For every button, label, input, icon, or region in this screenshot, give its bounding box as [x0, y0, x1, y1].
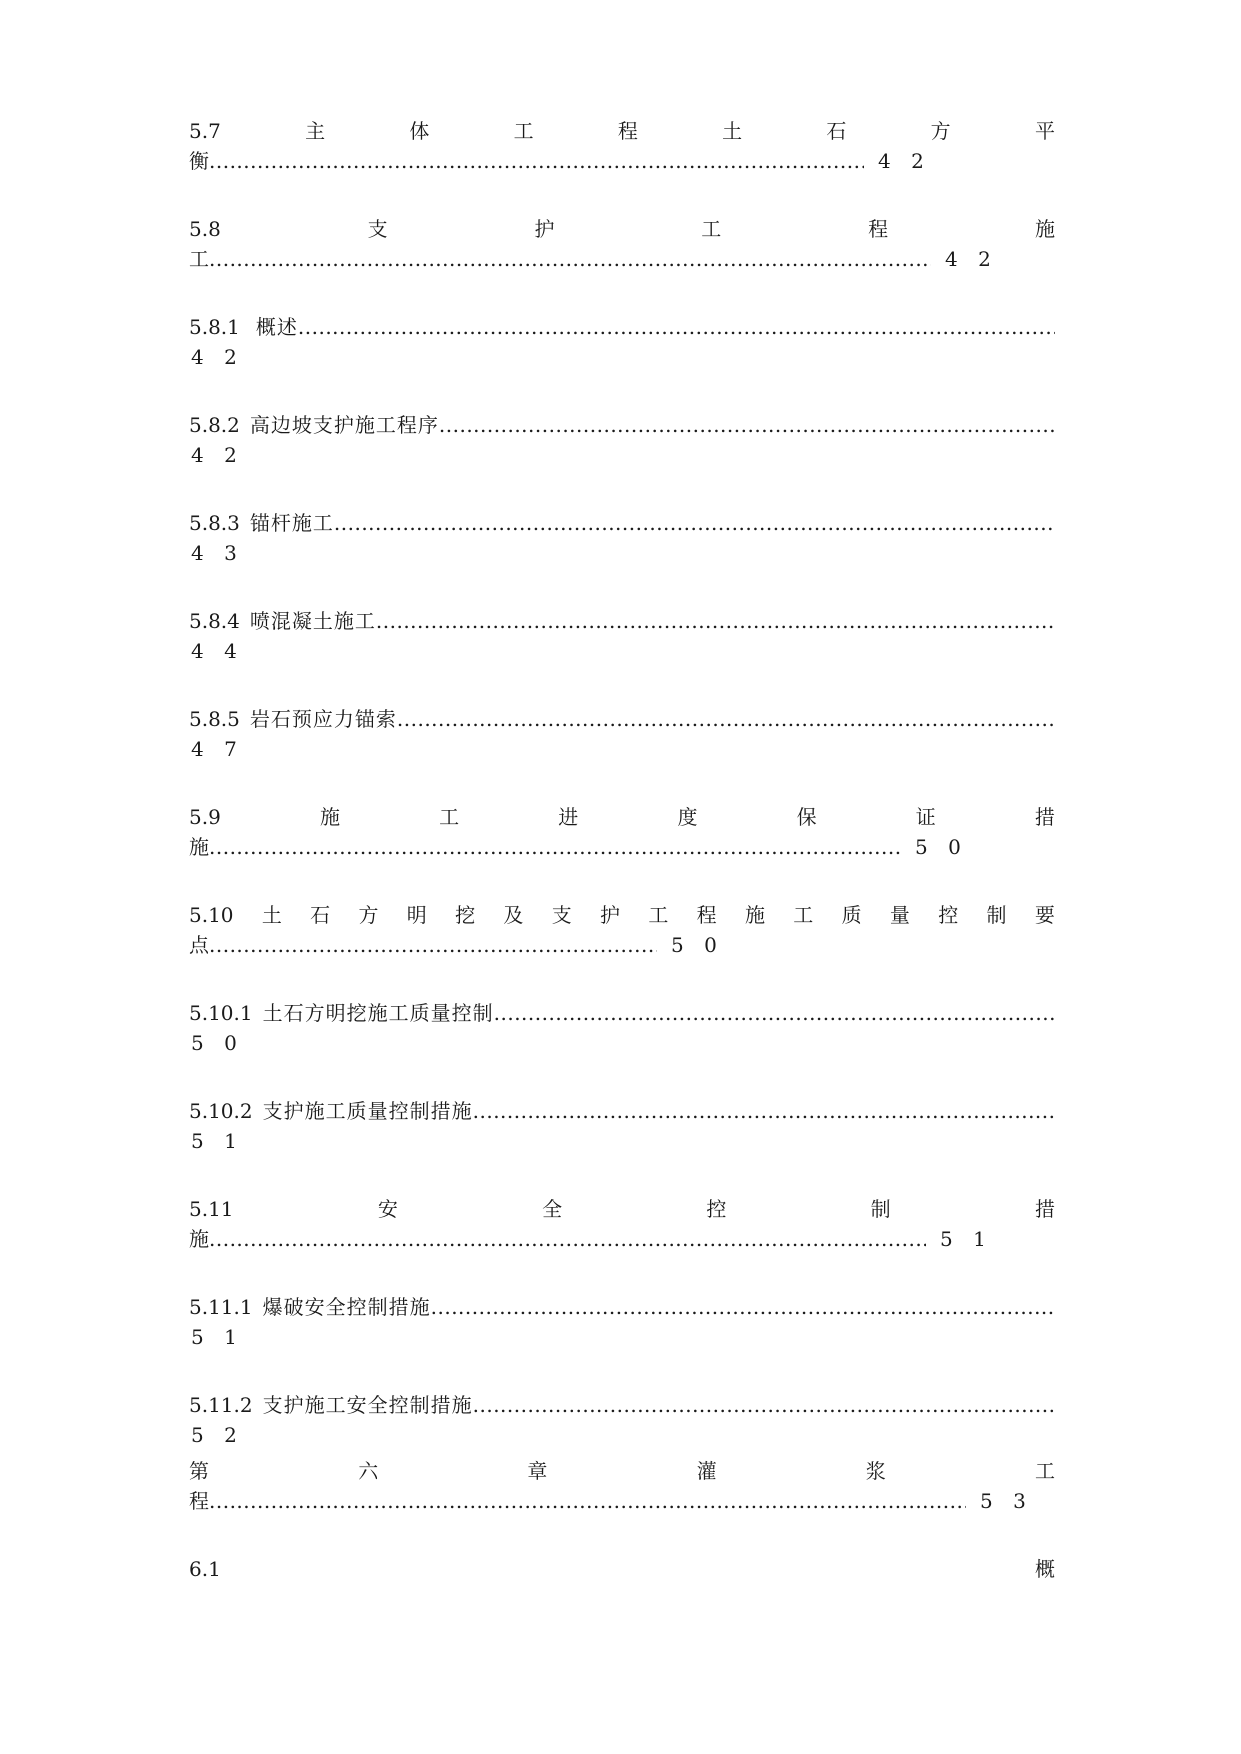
toc-entry-heading-line: [189, 508, 1055, 538]
toc-entry-heading-line: [189, 900, 1055, 930]
section-number: 5.8.4: [189, 609, 240, 633]
title-char: 方: [358, 903, 379, 927]
section-number: 5.10.2: [189, 1099, 253, 1123]
page-number: 4 3: [191, 541, 244, 565]
page-number: 5 3: [980, 1489, 1033, 1513]
title-char: 浆: [865, 1459, 886, 1483]
section-number: 5.10.1: [189, 1001, 253, 1025]
section-title: 土石方明挖施工质量控制: [262, 1001, 494, 1025]
dot-leader: [209, 1224, 926, 1254]
title-last-char: 程: [189, 1489, 209, 1513]
title-char: 量: [889, 903, 910, 927]
title-char: 支: [551, 903, 572, 927]
toc-entry-heading-line: [189, 704, 1055, 734]
title-char: 控: [938, 903, 959, 927]
toc-entry-leader-line: [189, 1224, 1055, 1254]
toc-entry-heading-line: [189, 312, 1055, 342]
toc-entry-heading-line: [189, 410, 1055, 440]
page-number: 5 1: [940, 1227, 993, 1251]
toc-entry-5-9[interactable]: [189, 802, 1055, 862]
section-number: 5.11.1: [189, 1295, 253, 1319]
title-char: 进: [558, 805, 579, 829]
section-number: 5.8.2: [189, 413, 240, 437]
toc-entry-heading-line: [189, 1096, 1055, 1126]
title-char: 保: [796, 805, 817, 829]
title-char: 章: [527, 1459, 548, 1483]
toc-entry-page-line: [189, 538, 1055, 568]
dot-leader: [209, 146, 864, 176]
title-char: 六: [358, 1459, 379, 1483]
title-char: 制: [986, 903, 1007, 927]
section-title: 爆破安全控制措施: [262, 1295, 431, 1319]
title-char: 平: [1034, 119, 1055, 143]
toc-entry-5-11-1[interactable]: [189, 1292, 1055, 1352]
title-char: 体: [409, 119, 430, 143]
section-number: 5.10: [189, 903, 234, 927]
title-char: 控: [706, 1197, 727, 1221]
section-number: 5.9: [189, 805, 221, 829]
section-title: 岩石预应力锚索: [249, 707, 397, 731]
section-title: 高边坡支护施工程序: [249, 413, 439, 437]
page-number: 4 2: [191, 443, 244, 467]
chapter-prefix: 第: [189, 1459, 209, 1483]
toc-entry-5-10-1[interactable]: [189, 998, 1055, 1058]
toc-entry-page-line: [189, 636, 1055, 666]
dot-leader: [494, 998, 1055, 1028]
toc-entry-heading-line: [189, 116, 1055, 146]
toc-entry-chapter-6[interactable]: [189, 1456, 1055, 1516]
toc-entry-page-line: [189, 342, 1055, 372]
section-number: 5.11.2: [189, 1393, 253, 1417]
section-number: 5.8.1: [189, 315, 240, 339]
section-number: 5.7: [189, 119, 221, 143]
title-char: 工: [1034, 1459, 1055, 1483]
toc-entry-5-10[interactable]: [189, 900, 1055, 960]
page-number: 4 2: [878, 149, 931, 173]
toc-entry-page-line: [189, 1126, 1055, 1156]
dot-leader: [376, 606, 1055, 636]
dot-leader: [439, 410, 1055, 440]
title-char: 度: [677, 805, 698, 829]
toc-entry-heading-line: [189, 802, 1055, 832]
title-last-char: 施: [189, 1227, 209, 1251]
title-char: 要: [1034, 903, 1055, 927]
title-char: 工: [701, 217, 722, 241]
title-last-char: 点: [189, 933, 209, 957]
toc-entry-heading-line: [189, 1390, 1055, 1420]
toc-entry-heading-line: [189, 214, 1055, 244]
toc-entry-page-line: [189, 1322, 1055, 1352]
title-char: 工: [793, 903, 814, 927]
toc-entry-5-8-5[interactable]: [189, 704, 1055, 764]
toc-entry-leader-line: [189, 146, 1055, 176]
title-char: 工: [513, 119, 534, 143]
title-char: 制: [870, 1197, 891, 1221]
toc-entry-heading-line: [189, 606, 1055, 636]
section-number: 5.8.3: [189, 511, 240, 535]
title-char: 石: [310, 903, 331, 927]
dot-leader: [431, 1292, 1055, 1322]
toc-entry-5-7[interactable]: [189, 116, 1055, 176]
title-char: 施: [744, 903, 765, 927]
title-char: 程: [868, 217, 889, 241]
dot-leader: [209, 832, 901, 862]
section-title: 支护施工质量控制措施: [262, 1099, 473, 1123]
title-char: 土: [722, 119, 743, 143]
title-last-char: 工: [189, 247, 209, 271]
page-number: 5 0: [191, 1031, 244, 1055]
page-number: 4 7: [191, 737, 244, 761]
toc-entry-page-line: [189, 1028, 1055, 1058]
title-char: 支: [367, 217, 388, 241]
page-number: 5 0: [915, 835, 968, 859]
title-char: 护: [600, 903, 621, 927]
section-number: 5.8.5: [189, 707, 240, 731]
dot-leader: [397, 704, 1055, 734]
toc-entry-5-8-4[interactable]: [189, 606, 1055, 666]
title-char: 及: [503, 903, 524, 927]
toc-entry-6-1[interactable]: [189, 1554, 1055, 1584]
toc-entry-heading-line: [189, 998, 1055, 1028]
title-char: 程: [696, 903, 717, 927]
title-char: 措: [1034, 805, 1055, 829]
title-char: 安: [377, 1197, 398, 1221]
dot-leader: [473, 1390, 1055, 1420]
toc-entry-leader-line: [189, 1486, 1055, 1516]
page-number: 4 2: [945, 247, 998, 271]
toc-entry-heading-line: [189, 1456, 1055, 1486]
title-char: 主: [305, 119, 326, 143]
dot-leader: [209, 244, 931, 274]
dot-leader: [334, 508, 1055, 538]
toc-entry-page-line: [189, 440, 1055, 470]
toc-entry-5-11[interactable]: [189, 1194, 1055, 1254]
toc-entry-leader-line: [189, 832, 1055, 862]
toc-entry-5-10-2[interactable]: [189, 1096, 1055, 1156]
toc-entry-5-8-3[interactable]: [189, 508, 1055, 568]
title-char: 程: [617, 119, 638, 143]
title-char: 工: [439, 805, 460, 829]
title-char: 概: [1035, 1557, 1055, 1581]
page-number: 5 1: [191, 1129, 244, 1153]
dot-leader: [209, 930, 657, 960]
toc-entry-5-8-2[interactable]: [189, 410, 1055, 470]
title-char: 石: [826, 119, 847, 143]
toc-entry-heading-line: [189, 1554, 1055, 1584]
title-last-char: 衡: [189, 149, 209, 173]
toc-entry-page-line: [189, 734, 1055, 764]
page-number: 5 2: [191, 1423, 244, 1447]
title-char: 施: [319, 805, 340, 829]
title-char: 证: [915, 805, 936, 829]
dot-leader: [473, 1096, 1055, 1126]
page-number: 4 2: [191, 345, 244, 369]
page-number: 5 1: [191, 1325, 244, 1349]
section-number: 5.11: [189, 1197, 234, 1221]
section-title: 支护施工安全控制措施: [262, 1393, 473, 1417]
toc-entry-5-8-1[interactable]: [189, 312, 1055, 372]
title-char: 明: [406, 903, 427, 927]
toc-entry-page-line: [189, 1420, 1055, 1450]
title-char: 措: [1034, 1197, 1055, 1221]
toc-entry-leader-line: [189, 930, 1055, 960]
toc-entry-heading-line: [189, 1292, 1055, 1322]
title-last-char: 施: [189, 835, 209, 859]
title-char: 灌: [696, 1459, 717, 1483]
title-char: 护: [534, 217, 555, 241]
section-title: 喷混凝土施工: [249, 609, 376, 633]
toc-entry-5-11-2[interactable]: [189, 1390, 1055, 1450]
title-char: 施: [1034, 217, 1055, 241]
section-number: 6.1: [189, 1557, 221, 1581]
dot-leader: [209, 1486, 966, 1516]
toc-entry-5-8[interactable]: [189, 214, 1055, 274]
title-char: 工: [648, 903, 669, 927]
toc-entry-leader-line: [189, 244, 1055, 274]
title-char: 质: [841, 903, 862, 927]
title-char: 全: [542, 1197, 563, 1221]
section-title: 概述: [255, 315, 298, 339]
toc-entry-heading-line: [189, 1194, 1055, 1224]
page-number: 4 4: [191, 639, 244, 663]
title-char: 挖: [455, 903, 476, 927]
title-char: 土: [261, 903, 282, 927]
section-title: 锚杆施工: [249, 511, 334, 535]
page-number: 5 0: [671, 933, 724, 957]
section-number: 5.8: [189, 217, 221, 241]
dot-leader: [298, 312, 1055, 342]
title-char: 方: [930, 119, 951, 143]
